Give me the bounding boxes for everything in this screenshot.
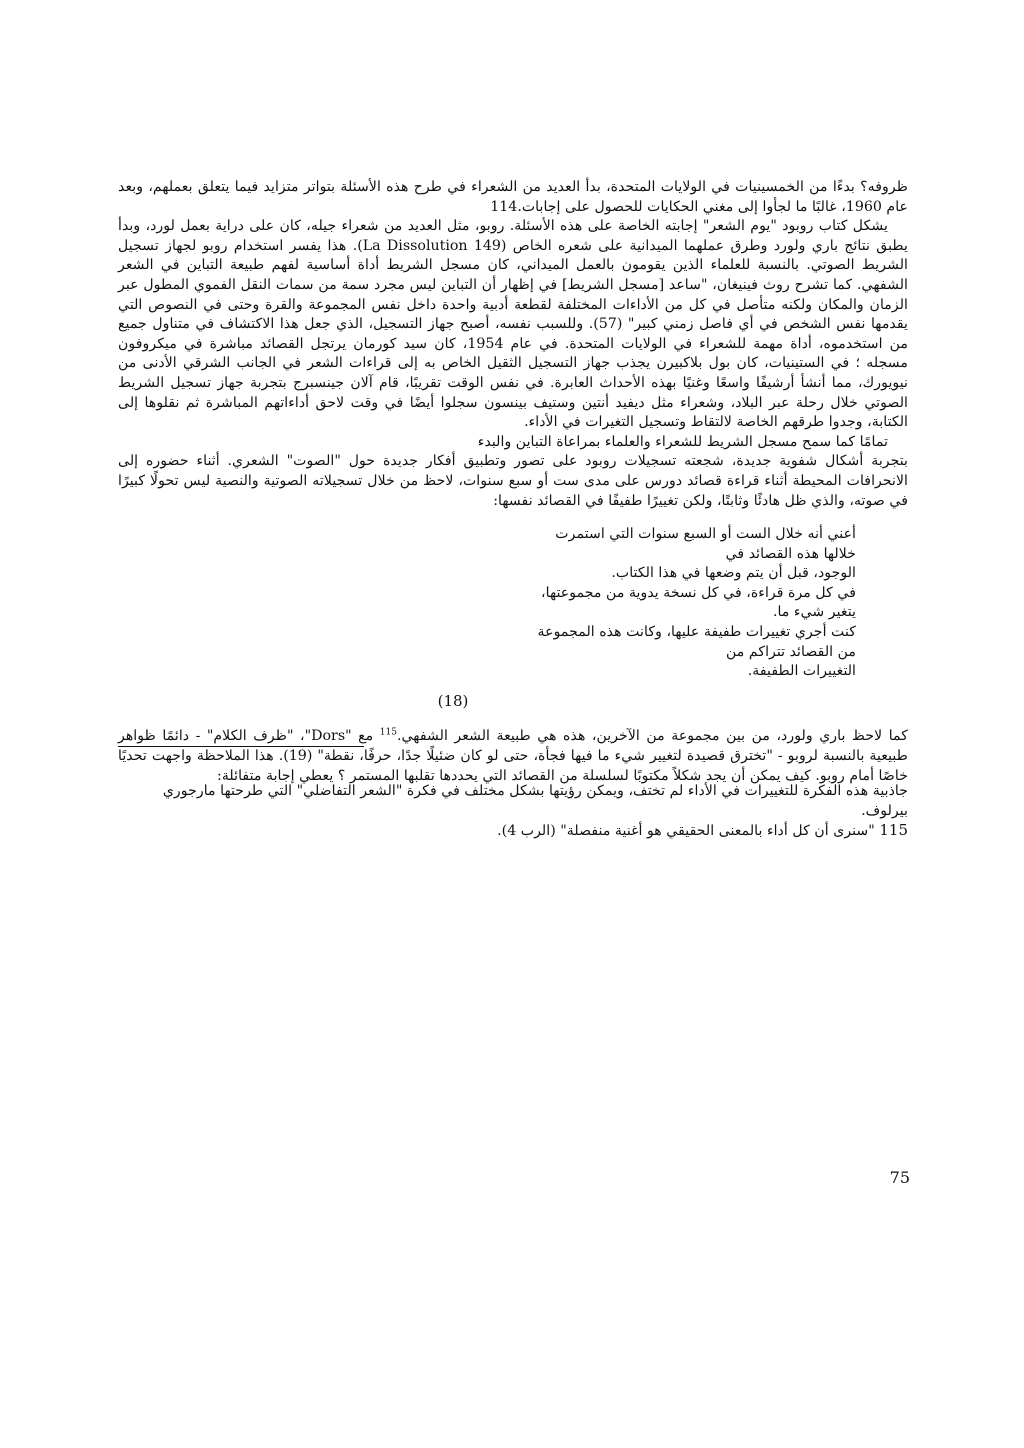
paragraph-1: ظروفه؟ بدءًا من الخمسينيات في الولايات المتحدة، بدأ العديد من الشعراء في طرح هذه الأسئلة بتواتر متزايد فيما يتعلق بعملهم، وبعد عام 1960، غالبًا ما لجأوا إلى مغني الحكايات للحصول على إجابات.114 <box>118 179 908 215</box>
paragraph-2: يشكل كتاب روبود "يوم الشعر" إجابته الخاصة على هذه الأسئلة. روبو، مثل العديد من شعراء جيله، كان على دراية بعمل لورد، وبدأ يطبق نتائج باري ولورد وطرق عملهما الميدانية على شعره الخاص (La Dissolution 149). هذا يفسر استخدام روبو لجهاز تسجيل الشريط الصوتي. بالنسبة للعلماء الذين يقومون بالعمل الميداني، كان مسجل الشريط أداة أساسية لفهم طبيعة التباين في الشعر الشفهي. كما تشرح روث فينيغان، "ساعد [مسجل الشريط] في إظهار أن التباين ليس مجرد سمة من سمات النقل الفموي المطول عبر الزمان والمكان ولكنه متأصل في كل من الأداءات المختلفة لقطعة أدبية واحدة داخل نفس المجموعة والقرة وحتى في النصوص التي يقدمها نفس الشخص في أي فاصل زمني كبير" (57). وللسبب نفسه، أصبح جهاز التسجيل، الذي جعل هذا الاكتشاف في متناول جميع من استخدموه، أداة مهمة للشعراء في الولايات المتحدة. في عام 1954، كان سيد كورمان يرتجل القصائد مباشرة في ميكروفون مسجله ؛ في الستينيات، كان بول بلاكبيرن يجذب جهاز التسجيل الثقيل الخاص به إلى قراءات الشعر في الجانب الشرقي الأدنى من نيويورك، مما أنشأ أرشيفًا واسعًا وغنيًا بهذه الأحداث العابرة. في نفس الوقت تقريبًا، قام آلان جينسبرج بتجربة جهاز تسجيل الشريط الصوتي خلال رحلة عبر البلاد، وشعراء مثل ديفيد أنتين وستيف بينسون سجلوا أيضًا في وقت لاحق أداءاتهم المباشرة ثم نقلوها إلى الكتابة، وجدوا طرقهم الخاصة لالتقاط وتسجيل التغيرات في الأداء. <box>118 218 909 431</box>
document-body <box>118 178 908 786</box>
footnote-115-text: "سنرى أن كل أداء بالمعنى الحقيقي هو أغنية منفصلة" (الرب 4). <box>497 823 880 840</box>
paragraph-5-end: مع "Dors"، "ظرف الكلام" - دائمًا ظواهر طبيعية بالنسبة لروبو - "تخترق قصيدة لتغيير شيء ما فيها فجأة، حتى لو كان ضئيلًا جدًا، حرفًا، نقطة" (19). هذا الملاحظة واجهت تحديًا خاصًا أمام روبو. كيف يمكن أن يجد شكلاً مكتوبًا لسلسلة من القصائد التي يحددها تقلبها المستمر ؟ يعطي إجابة متفائلة: <box>118 728 908 784</box>
footnote-114: جاذبية هذه الفكرة للتغييرات في الأداء لم تختف، ويمكن رؤيتها بشكل مختلف في فكرة "الشعر التفاضلي" التي طرحتها مارجوري بيرلوف. <box>162 783 908 819</box>
quote-line: التغييرات الطفيفة. <box>747 663 856 680</box>
quote-line: كنت أجري تغييرات طفيفة عليها، وكانت هذه المجموعة من القصائد تتراكم من <box>537 624 856 660</box>
footnotes <box>118 782 908 842</box>
paragraph-3: تمامًا كما سمح مسجل الشريط للشعراء والعلماء بمراعاة التباين والبدء <box>477 433 888 450</box>
page-number: 75 <box>889 1168 910 1187</box>
quote-line: أعني أنه خلال الست أو السبع سنوات التي استمرت خلالها هذه القصائد في <box>555 526 856 562</box>
quote-line: في كل مرة قراءة، في كل نسخة يدوية من مجموعتها، يتغير شيء ما. <box>541 584 856 621</box>
quote-line: الوجود، قبل أن يتم وضعها في هذا الكتاب. <box>611 565 856 582</box>
paragraph-5-start: كما لاحظ باري ولورد، من بين مجموعة من الآخرين، هذه هي طبيعة الشعر الشفهي. <box>396 728 908 745</box>
footnote-115 <box>118 821 908 842</box>
footnote-divider <box>118 746 364 747</box>
quote-citation: (18) <box>437 691 469 710</box>
block-quote <box>526 525 908 682</box>
footnote-115-number: 115 <box>879 821 908 840</box>
footnote-ref-115[interactable]: 115 <box>379 727 397 738</box>
paragraph-4: بتجربة أشكال شفوية جديدة، شجعته تسجيلات روبود على تصور وتطبيق أفكار جديدة حول "الصوت" الشعري. أثناء حضوره إلى الانحرافات المحيطة أثناء قراءة قصائد دورس على مدى ست أو سبع سنوات، لاحظ من خلال تسجيلاته الصوتية والنصية ليس تحولًا كبيرًا في صوته، والذي ظل هادئًا وثابتًا، ولكن تغييرًا طفيفًا في القصائد نفسها: <box>118 453 908 509</box>
paragraph-5 <box>118 727 908 786</box>
